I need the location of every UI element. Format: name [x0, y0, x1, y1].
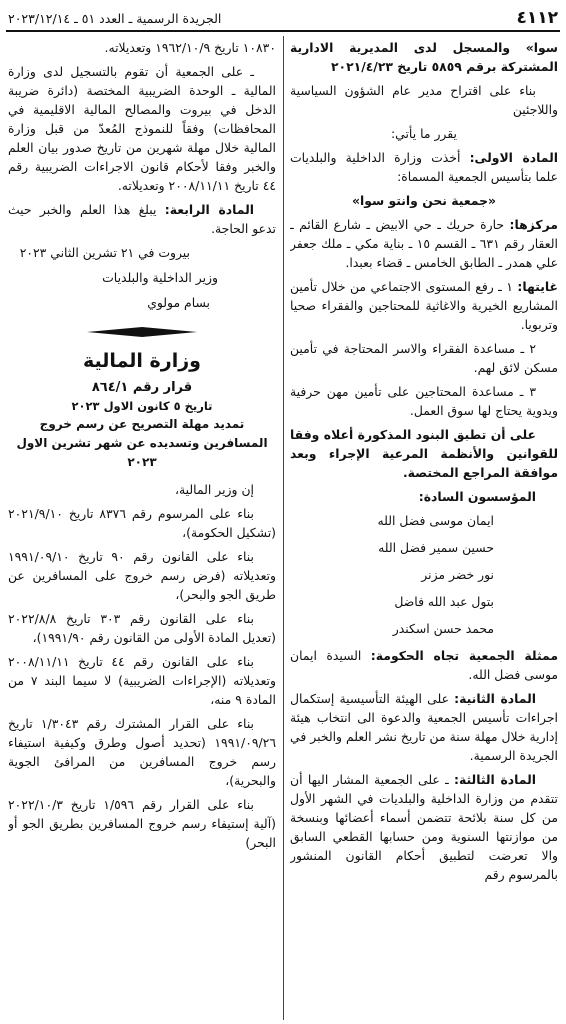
condition-clause: على أن تطبق البنود المذكورة أعلاه وفقا للقوانين والأنظمة المرعية الإجراء وبعد موافقة المراجع المختصة.: [290, 427, 558, 480]
association-hq: [290, 215, 558, 272]
founder-name: نور خضر مزنر: [421, 567, 494, 582]
legal-basis-item: بناء على المرسوم رقم ٨٣٧٦ تاريخ ٢٠٢١/٩/١٠ (تشكيل الحكومة)،: [8, 506, 276, 540]
decision-intro: إن وزير المالية،: [175, 482, 254, 497]
article-three-text: ـ على الجمعية المشار اليها أن تتقدم من وزارة الداخلية والبلديات في الشهر الأول من كل سنة بلائحة تتضمن أسماء أعضائها وبنسخة من موازنتها السنوية ومن حسابها القطعي السابق والا تعرضت لتطبيق أحكام القانون المنشور بالمرسوم رقم: [290, 772, 558, 882]
founders-label: المؤسسون السادة:: [418, 489, 536, 504]
founder-name: ايمان موسى فضل الله: [377, 513, 494, 528]
article-one-label: المادة الاولى:: [469, 150, 558, 165]
hq-text: حارة حريك ـ حي الابيض ـ شارع القائم ـ العقار رقم ٦٣١ ـ القسم ١٥ ـ بناية مكي ـ ملك جعفر علي همدر ـ الطابق الخامس ـ قضاء بعبدا.: [290, 217, 558, 270]
founders-list: [290, 511, 558, 638]
rep-text: السيدة ايمان موسى فضل الله.: [290, 648, 558, 682]
ministry-title: وزارة المالية: [83, 350, 201, 372]
signature-name: بسام مولوي: [147, 295, 210, 310]
section-divider: [8, 326, 276, 338]
goals-text: ١ ـ رفع المستوى الاجتماعي من خلال تأمين المشاريع الخيرية والاغاثية للمحتاجين والفقراء صحيا وتربويا.: [290, 279, 558, 332]
goal-three: ٣ ـ مساعدة المحتاجين على تأمين مهن حرفية ويدوية يحتاج لها سوق العمل.: [290, 384, 558, 418]
page-number: ٤١١٢: [516, 8, 558, 28]
article-four: [8, 200, 276, 238]
article-four-text: يبلغ هذا العلم والخبر حيث تدعو الحاجة.: [8, 202, 276, 236]
gazette-header-title: الجريدة الرسمية ـ العدد ٥١ ـ ٢٠٢٣/١٢/١٤: [8, 11, 222, 26]
article-four-label: المادة الرابعة:: [164, 202, 254, 217]
goals-label: غايتها:: [517, 279, 558, 294]
decision-number: قرار رقم ٨٦٤/١: [91, 380, 193, 395]
page-header: [8, 6, 558, 28]
decision-date: تاريخ ٥ كانون الاول ٢٠٢٣: [71, 399, 213, 413]
article-three-label: المادة الثالثة:: [454, 772, 536, 787]
article-one-text: أخذت وزارة الداخلية والبلديات علما بتأسيس الجمعية المسماة:: [290, 150, 558, 184]
article-two-text: على الهيئة التأسيسية إستكمال اجراءات تأسيس الجمعية والدعوة الى انتخاب هيئة إدارية خلال مهلة سنة من تاريخ نشر العلم والخبر في الجريدة الرسمية.: [290, 691, 558, 763]
legal-basis-item: بناء على القرار المشترك رقم ١/٣٠٤٣ تاريخ ١٩٩١/٠٩/٢٦ (تحديد أصول وطرق وكيفية استيفاء رسم خروج المسافرين من المرافئ الجوية والبحرية)،: [8, 716, 276, 788]
founder-name: محمد حسن اسكندر: [392, 621, 494, 636]
association-goals: [290, 277, 558, 334]
article-two-label: المادة الثانية:: [454, 691, 536, 706]
rep-label: ممثلة الجمعية تجاه الحكومة:: [370, 648, 558, 663]
decision-topic: تمديد مهلة التصريح عن رسم خروج المسافرين وتسديده عن شهر تشرين الاول ٢٠٢٣: [16, 417, 268, 469]
legal-basis-item: بناء على القانون رقم ٩٠ تاريخ ١٩٩١/٠٩/١٠ وتعديلاته (فرض رسم خروج على المسافرين عن طريق الجو والبحر)،: [8, 549, 276, 602]
goal-two: ٢ ـ مساعدة الفقراء والاسر المحتاجة في تأمين مسكن لائق لهم.: [290, 341, 558, 375]
left-column: [8, 38, 276, 1024]
legal-basis-item: بناء على القانون رقم ٤٤ تاريخ ٢٠٠٨/١١/١١ وتعديلاته (الإجراءات الضريبية) لا سيما البند ٧ من المادة ٩ منه،: [8, 654, 276, 707]
article-two: [290, 689, 558, 765]
law-reference-continuation: ١٠٨٣٠ تاريخ ١٩٦٢/١٠/٩ وتعديلاته.: [104, 40, 276, 55]
paragraph-registration: سوا» والمسجل لدى المديرية الادارية المشتركة برقم ٥٨٥٩ تاريخ ٢٠٢١/٤/٢٣: [290, 40, 558, 74]
signature-title: وزير الداخلية والبلديات: [102, 270, 218, 285]
paragraph-decides: يقرر ما يأتي:: [390, 126, 457, 141]
signature-place-date: بيروت في ٢١ تشرين الثاني ٢٠٢٣: [19, 245, 190, 260]
column-divider: [283, 36, 284, 1020]
ornamental-divider-icon: [87, 326, 197, 338]
legal-basis-item: بناء على القرار رقم ١/٥٩٦ تاريخ ٢٠٢٢/١٠/٣ (آلية إستيفاء رسم خروج المسافرين بطريق الجو أو البحر): [8, 797, 276, 850]
tax-registration-clause: ـ على الجمعية أن تقوم بالتسجيل لدى وزارة المالية ـ الوحدة الضريبية المختصة (دائرة ضريبة الدخل في بيروت والمصالح المالية الاقليمية في المحافظات) وفقاً للنموذج المُعدّ من قبل وزارة المالية خلال مهلة شهرين من تاريخ صدور بيان العلم والخبر وفقا لأحكام قانون الاجراءات الضريبية رقم ٤٤ تاريخ ٢٠٠٨/١١/١١ وتعديلاته.: [8, 64, 276, 193]
legal-basis-item: بناء على القانون رقم ٣٠٣ تاريخ ٢٠٢٢/٨/٨ (تعديل المادة الأولى من القانون رقم ١٩٩١/٩٠)،: [8, 611, 276, 645]
hq-label: مركزها:: [509, 217, 558, 232]
article-one: [290, 148, 558, 186]
association-name: «جمعية نحن وانتو سوا»: [351, 193, 497, 208]
article-three: [290, 770, 558, 884]
header-rule: [6, 30, 560, 32]
paragraph-proposal: بناء على اقتراح مدير عام الشؤون السياسية واللاجئين: [290, 83, 558, 117]
founder-name: بتول عبد الله فاضل: [394, 594, 494, 609]
government-representative: [290, 646, 558, 684]
founder-name: حسين سمير فضل الله: [378, 540, 494, 555]
right-column: [290, 38, 558, 1024]
